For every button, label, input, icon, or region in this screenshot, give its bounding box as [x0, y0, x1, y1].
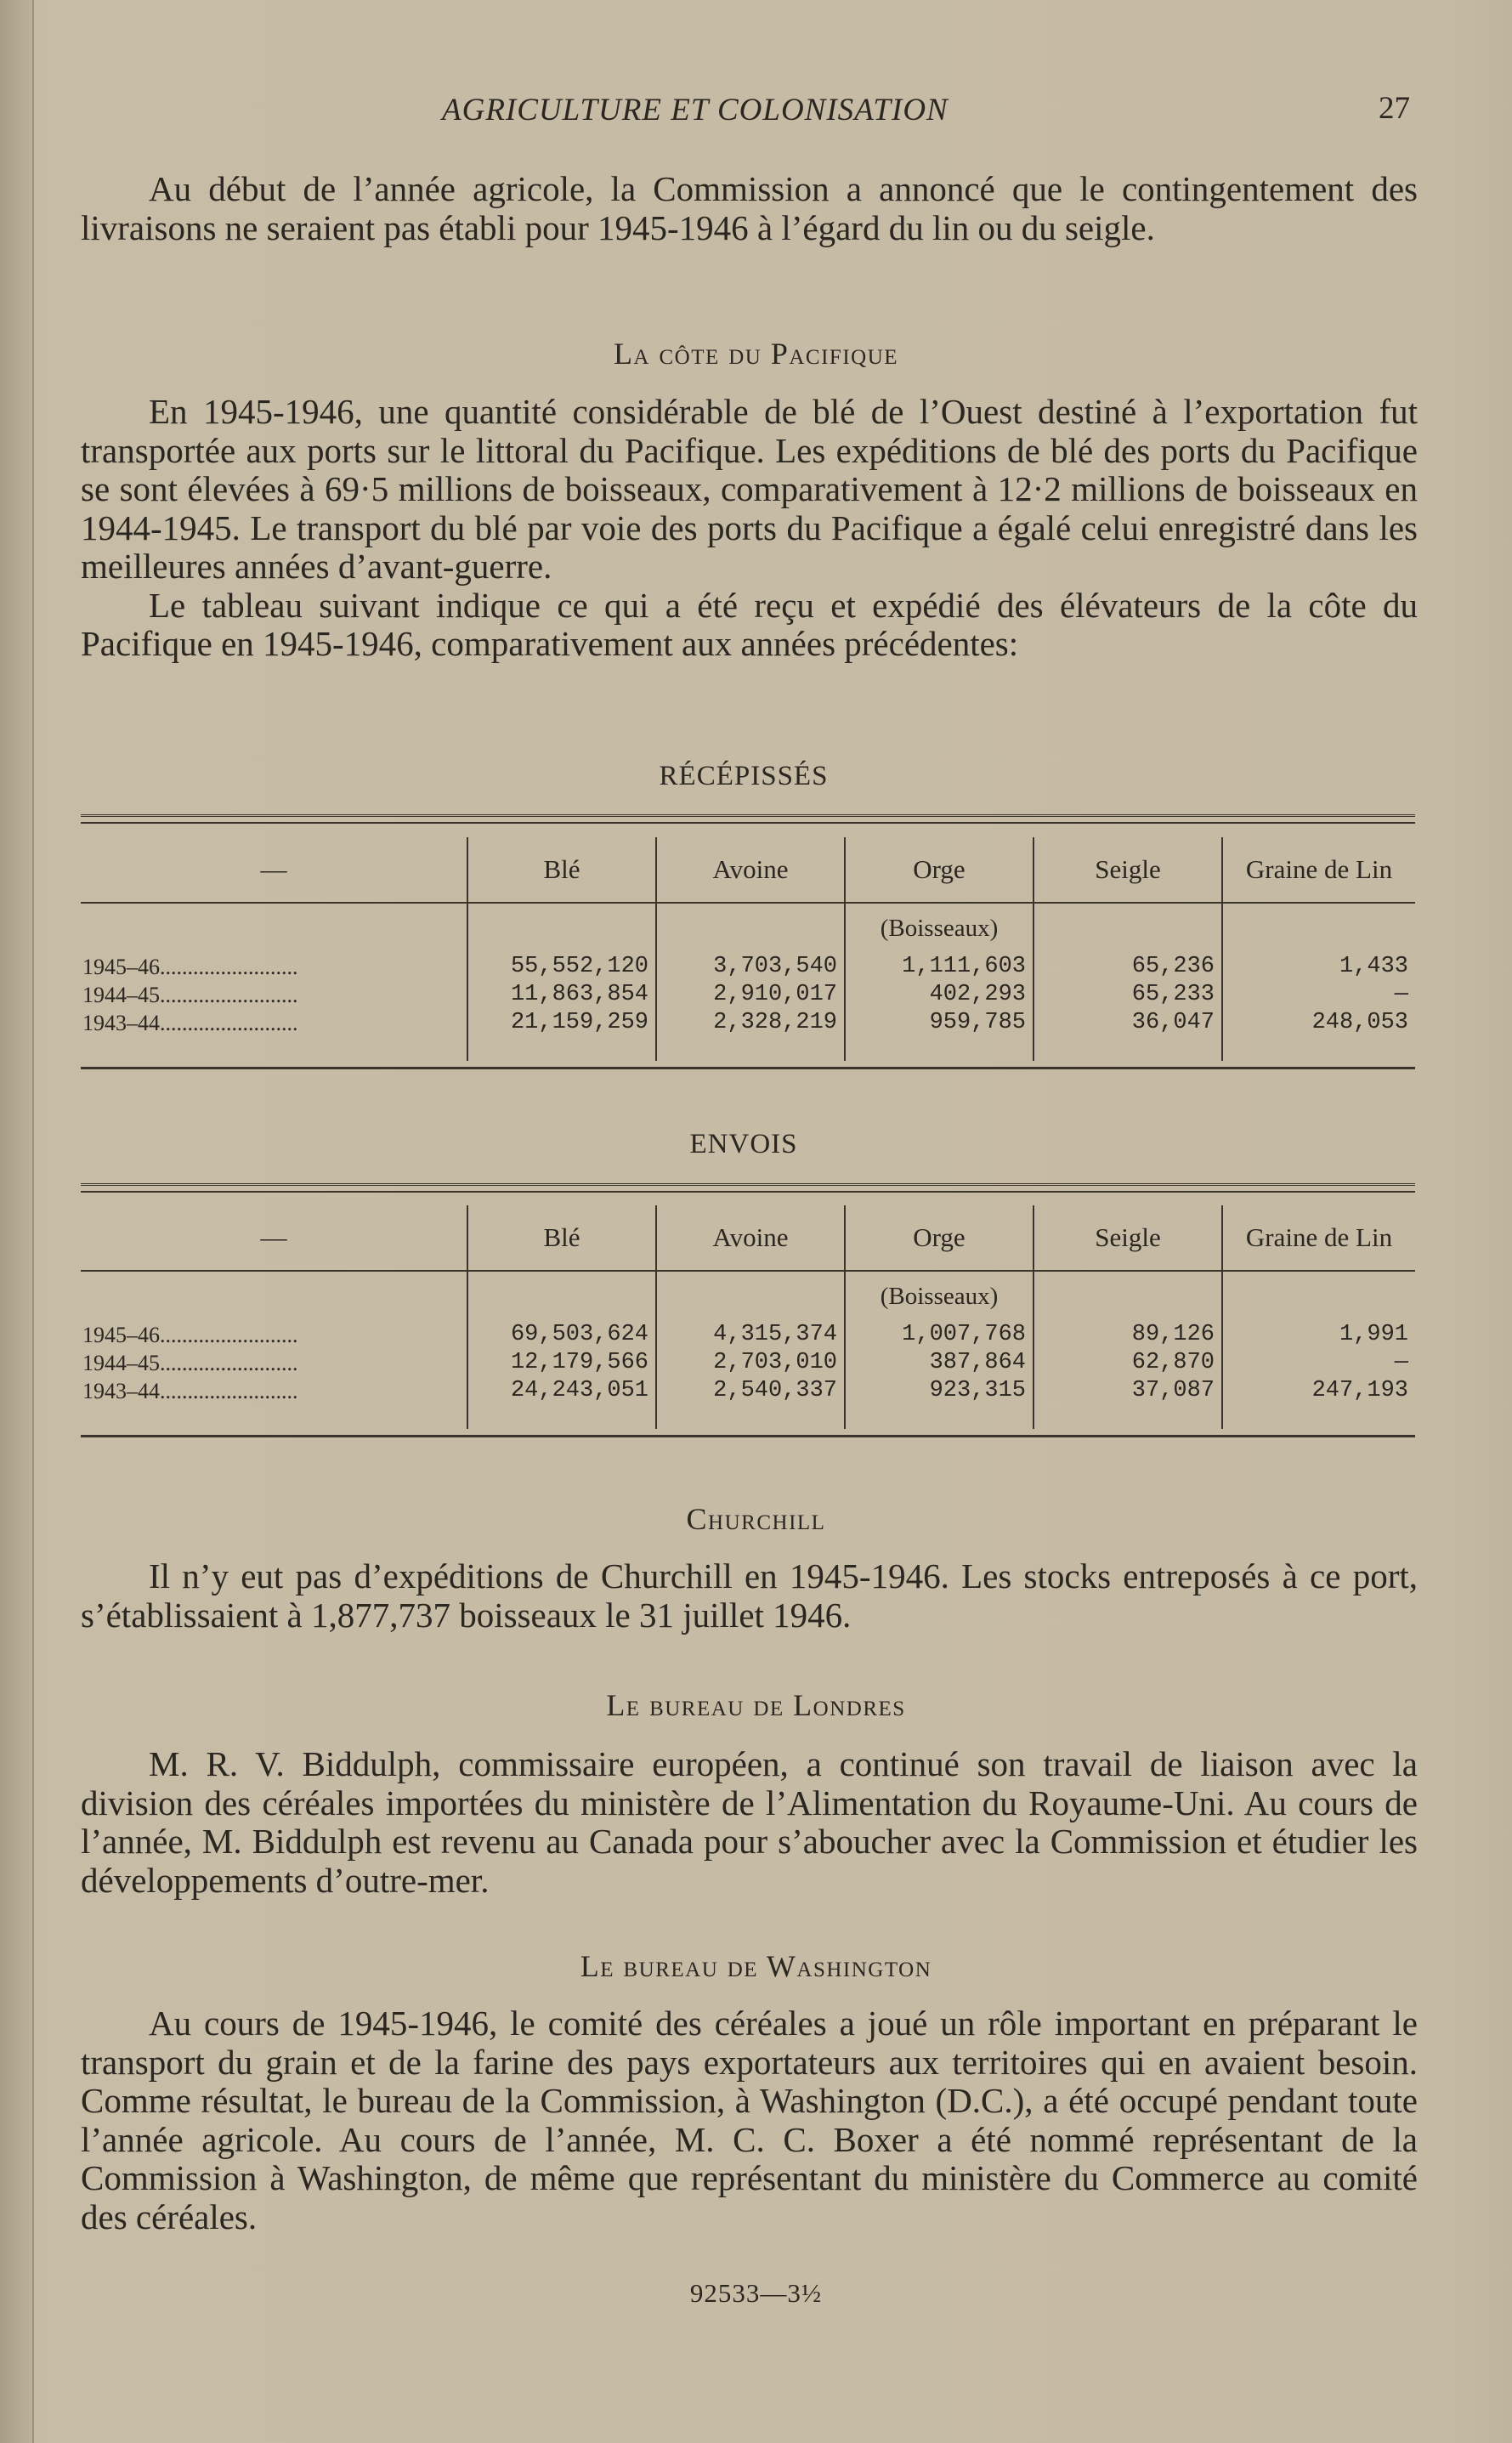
cell-orge: 402,293 — [845, 981, 1033, 1009]
col-header-orge: Orge — [845, 837, 1033, 903]
receipts-table-title: RÉCÉPISSÉS — [659, 761, 829, 791]
cell-orge: 1,111,603 — [845, 953, 1033, 981]
shipments-bottom-rule — [81, 1435, 1415, 1437]
receipts-unit-row — [81, 903, 1415, 953]
unit-label: (Boisseaux) — [845, 1271, 1033, 1321]
receipts-table — [81, 837, 1415, 1061]
heading-pacific: La côte du Pacifique — [613, 337, 899, 371]
cell-avoine: 2,540,337 — [656, 1377, 845, 1405]
cell-lin: 247,193 — [1222, 1377, 1415, 1405]
running-title: AGRICULTURE ET COLONISATION — [442, 93, 949, 128]
row-label: 1944–45......................... — [82, 1351, 298, 1375]
heading-churchill: Churchill — [686, 1502, 826, 1536]
col-header-label: — — [81, 1205, 467, 1271]
cell-seigle: 36,047 — [1033, 1009, 1222, 1037]
page-header — [442, 92, 1410, 134]
cell-ble: 55,552,120 — [467, 953, 656, 981]
cell-ble: 69,503,624 — [467, 1321, 656, 1349]
page-number: 27 — [1379, 91, 1410, 126]
cell-seigle: 62,870 — [1033, 1349, 1222, 1377]
cell-ble: 12,179,566 — [467, 1349, 656, 1377]
pacific-paragraph-2: Le tableau suivant indique ce qui a été reçu et expédié des élévateurs de la côte du Pacifique en 1945-1946, comparativement aux années précédentes: — [81, 585, 1418, 663]
pacific-paragraph-1: En 1945-1946, une quantité considérable de blé de l’Ouest destiné à l’exportation fut transportée aux ports sur le littoral du Pacifique. Les expéditions de blé des ports du Pacifique se sont élevées à 69·5 millions de boisseaux, comparativement à 12·2 millions de boisseaux en 1944-1945. Le transport du blé par voie des ports du Pacifique a égalé celui enregistré dans les meilleures années d’avant-guerre. — [81, 392, 1418, 586]
col-header-avoine: Avoine — [656, 1205, 845, 1271]
printer-signature: 92533—3½ — [689, 2278, 823, 2308]
cell-lin: 248,053 — [1222, 1009, 1415, 1037]
table-row — [81, 953, 1415, 981]
table-row — [81, 1009, 1415, 1037]
shipments-top-rule — [81, 1183, 1415, 1193]
shipments-table-title: ENVOIS — [689, 1129, 798, 1159]
cell-ble: 21,159,259 — [467, 1009, 656, 1037]
receipts-bottom-rule — [81, 1067, 1415, 1069]
shipments-unit-row — [81, 1271, 1415, 1321]
cell-seigle: 37,087 — [1033, 1377, 1222, 1405]
cell-lin: — — [1222, 981, 1415, 1009]
table-row — [81, 981, 1415, 1009]
churchill-paragraph: Il n’y eut pas d’expéditions de Churchill en 1945-1946. Les stocks entreposés à ce port, s’établissaient à 1,877,737 boisseaux le 31 juillet 1946. — [81, 1556, 1418, 1635]
pacific-section — [81, 393, 1418, 664]
row-label: 1943–44......................... — [82, 1379, 298, 1403]
col-header-ble: Blé — [467, 837, 656, 903]
col-header-ble: Blé — [467, 1205, 656, 1271]
row-label: 1945–46......................... — [82, 955, 298, 979]
cell-orge: 923,315 — [845, 1377, 1033, 1405]
shipments-table — [81, 1205, 1415, 1429]
cell-seigle: 65,236 — [1033, 953, 1222, 981]
col-header-lin: Graine de Lin — [1222, 837, 1415, 903]
london-section — [81, 1745, 1418, 1900]
washington-section — [81, 2004, 1418, 2236]
cell-orge: 959,785 — [845, 1009, 1033, 1037]
table-row — [81, 1321, 1415, 1349]
intro-section — [81, 170, 1418, 247]
cell-ble: 11,863,854 — [467, 981, 656, 1009]
col-header-lin: Graine de Lin — [1222, 1205, 1415, 1271]
receipts-top-rule — [81, 814, 1415, 824]
cell-ble: 24,243,051 — [467, 1377, 656, 1405]
col-header-orge: Orge — [845, 1205, 1033, 1271]
cell-avoine: 2,910,017 — [656, 981, 845, 1009]
table-row — [81, 1377, 1415, 1405]
cell-seigle: 89,126 — [1033, 1321, 1222, 1349]
col-header-avoine: Avoine — [656, 837, 845, 903]
cell-avoine: 3,703,540 — [656, 953, 845, 981]
cell-avoine: 2,703,010 — [656, 1349, 845, 1377]
cell-seigle: 65,233 — [1033, 981, 1222, 1009]
col-header-seigle: Seigle — [1033, 1205, 1222, 1271]
cell-orge: 1,007,768 — [845, 1321, 1033, 1349]
heading-washington: Le bureau de Washington — [580, 1949, 932, 1983]
row-label: 1943–44......................... — [82, 1011, 298, 1035]
cell-avoine: 4,315,374 — [656, 1321, 845, 1349]
cell-lin: 1,433 — [1222, 953, 1415, 981]
washington-paragraph: Au cours de 1945-1946, le comité des céréales a joué un rôle important en préparant le transport du grain et de la farine des pays exportateurs aux territoires qui en avaient besoin. Comme résultat, le bureau de la Commission, à Washington (D.C.), a été occupé pendant toute l’année agricole. Au cours de l’année, M. C. C. Boxer a été nommé représentant de la Commission à Washington, de même que représentant du ministère du Commerce au comité des céréales. — [81, 2004, 1418, 2236]
shipments-header-row — [81, 1205, 1415, 1271]
unit-label: (Boisseaux) — [845, 903, 1033, 953]
cell-lin: 1,991 — [1222, 1321, 1415, 1349]
cell-avoine: 2,328,219 — [656, 1009, 845, 1037]
col-header-seigle: Seigle — [1033, 837, 1222, 903]
table-row — [81, 1349, 1415, 1377]
heading-london: Le bureau de Londres — [606, 1688, 906, 1722]
cell-orge: 387,864 — [845, 1349, 1033, 1377]
cell-lin: — — [1222, 1349, 1415, 1377]
intro-paragraph: Au début de l’année agricole, la Commission a annoncé que le contingentement des livraisons ne seraient pas établi pour 1945-1946 à l’égard du lin ou du seigle. — [81, 169, 1418, 247]
row-label: 1944–45......................... — [82, 983, 298, 1007]
churchill-section — [81, 1557, 1418, 1635]
col-header-label: — — [81, 837, 467, 903]
receipts-header-row — [81, 837, 1415, 903]
london-paragraph: M. R. V. Biddulph, commissaire européen, a continué son travail de liaison avec la division des céréales importées du ministère de l’Alimentation du Royaume-Uni. Au cours de l’année, M. Biddulph est revenu au Canada pour s’aboucher avec la Commission et étudier les développements d’outre-mer. — [81, 1744, 1418, 1900]
row-label: 1945–46......................... — [82, 1323, 298, 1347]
